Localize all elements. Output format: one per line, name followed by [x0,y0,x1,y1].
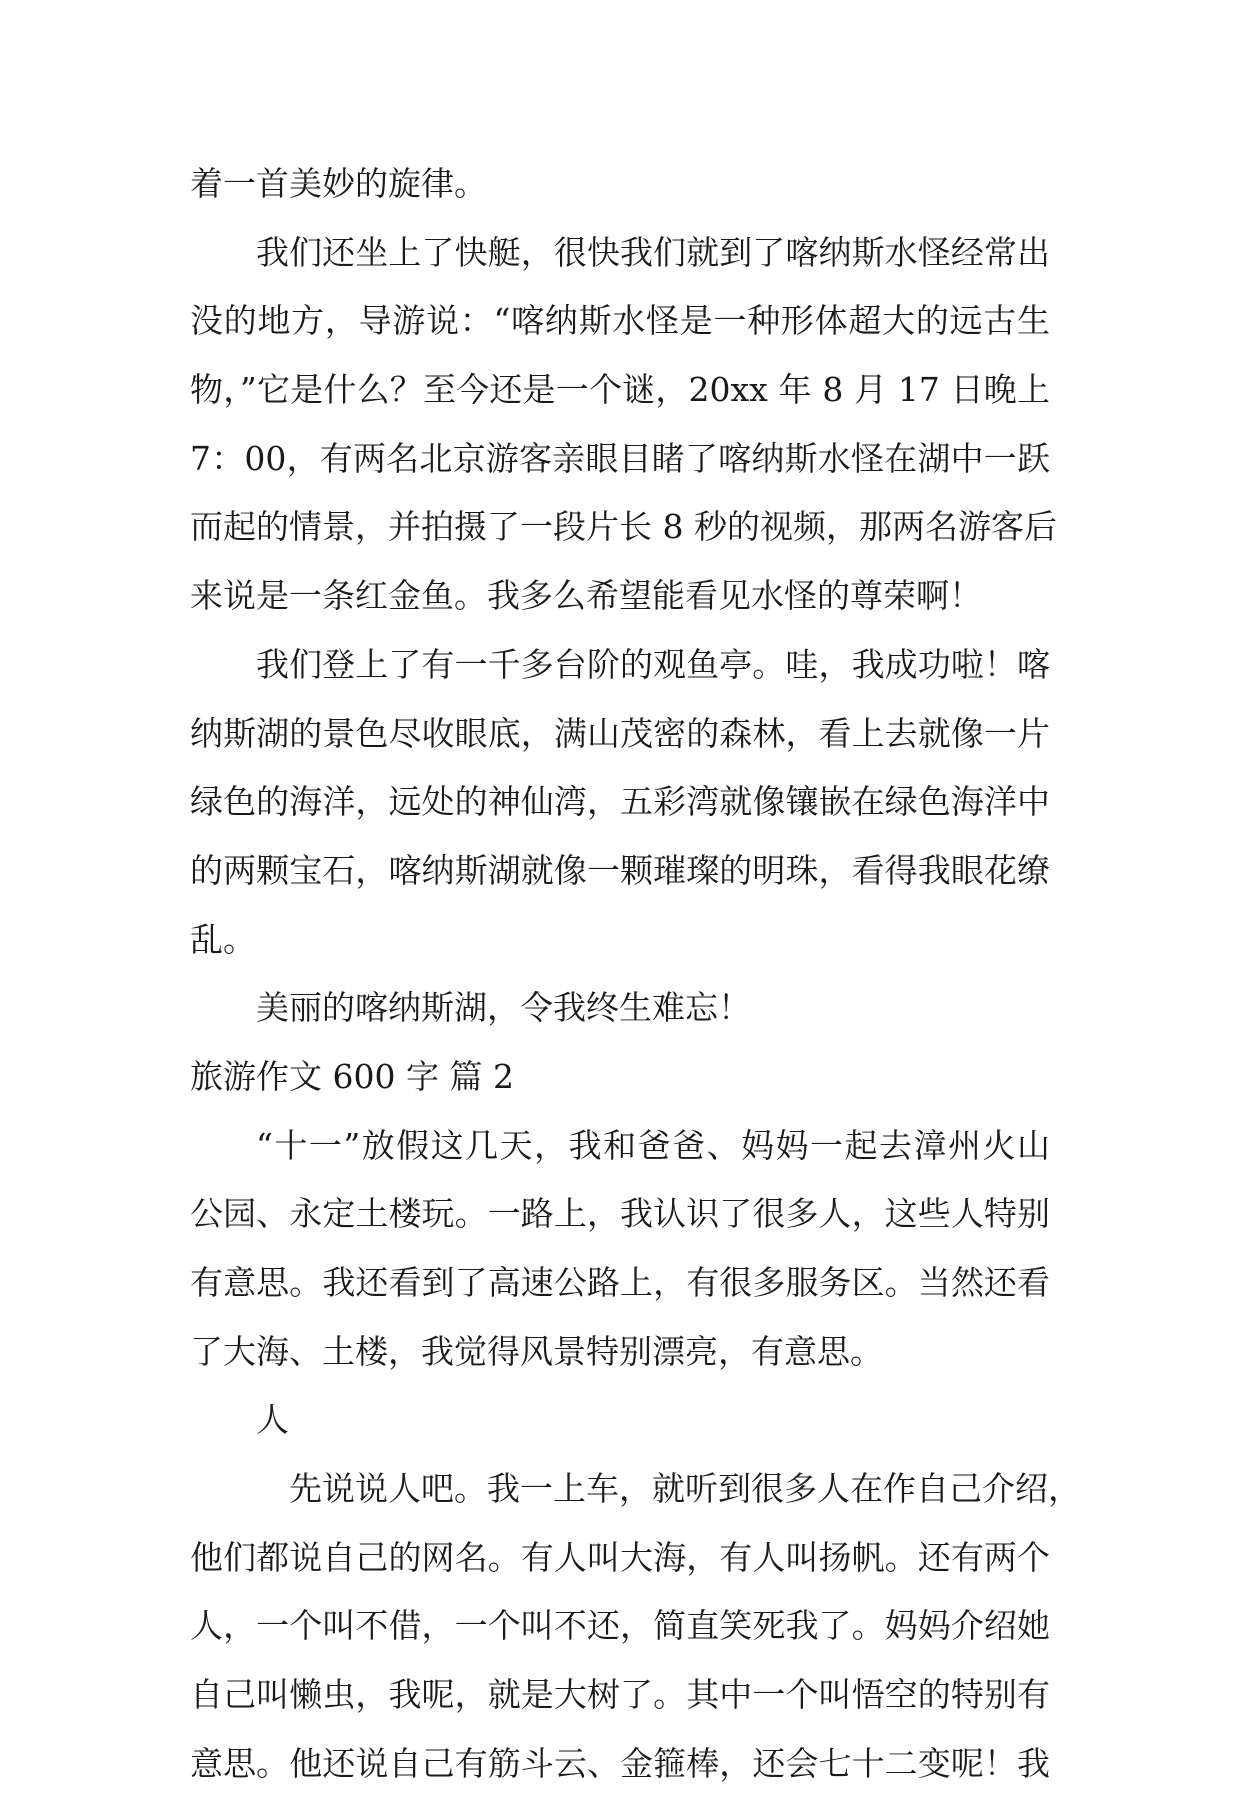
section-heading: 旅游作文 600 字 篇 2 [190,1056,514,1096]
text-line: 他们都说自己的网名。有人叫大海，有人叫扬帆。还有两个 [190,1537,1050,1577]
text-line: 公园、永定土楼玩。一路上，我认识了很多人，这些人特别 [190,1194,1050,1234]
text-line: 有意思。我还看到了高速公路上，有很多服务区。当然还看 [190,1263,1050,1302]
paragraph-first-line: 我们还坐上了快艇，很快我们就到了喀纳斯水怪经常出 [256,232,1050,272]
paragraph-first-line: “十一”放假这几天，我和爸爸、妈妈一起去漳州火山 [256,1125,1050,1165]
text-line: 的两颗宝石，喀纳斯湖就像一颗璀璨的明珠，看得我眼花缭 [190,850,1050,890]
text-line: 7：00，有两名北京游客亲眼目睹了喀纳斯水怪在湖中一跃 [190,438,1050,478]
text-line: 乱。 [190,919,256,959]
text-line: 人，一个叫不借，一个叫不还，简直笑死我了。妈妈介绍她 [190,1606,1050,1646]
subheading: 人 [256,1400,289,1440]
paragraph-first-line: 我们登上了有一千多台阶的观鱼亭。哇，我成功啦！喀 [256,644,1050,684]
text-line: 物，”它是什么？至今还是一个谜，20xx 年 8 月 17 日晚上 [190,370,1050,410]
paragraph-first-line: 先说说人吧。我一上车，就听到很多人在作自己介绍， [289,1469,1081,1509]
text-line: 着一首美妙的旋律。 [190,164,487,203]
text-line: 自己叫懒虫，我呢，就是大树了。其中一个叫悟空的特别有 [190,1675,1050,1715]
text-line: 意思。他还说自己有筋斗云、金箍棒，还会七十二变呢！我 [190,1743,1050,1783]
text-line: 绿色的海洋，远处的神仙湾，五彩湾就像镶嵌在绿色海洋中 [190,782,1050,822]
text-line: 而起的情景，并拍摄了一段片长 8 秒的视频，那两名游客后 [190,507,1057,547]
text-line: 来说是一条红金鱼。我多么希望能看见水怪的尊荣啊！ [190,576,982,616]
paragraph-first-line: 美丽的喀纳斯湖，令我终生难忘！ [256,988,751,1028]
text-line: 没的地方，导游说：“喀纳斯水怪是一种形体超大的远古生 [190,301,1050,341]
text-line: 了大海、土楼，我觉得风景特别漂亮，有意思。 [190,1331,883,1371]
document-body [190,150,1081,1799]
text-line: 纳斯湖的景色尽收眼底，满山茂密的森林，看上去就像一片 [190,713,1050,753]
